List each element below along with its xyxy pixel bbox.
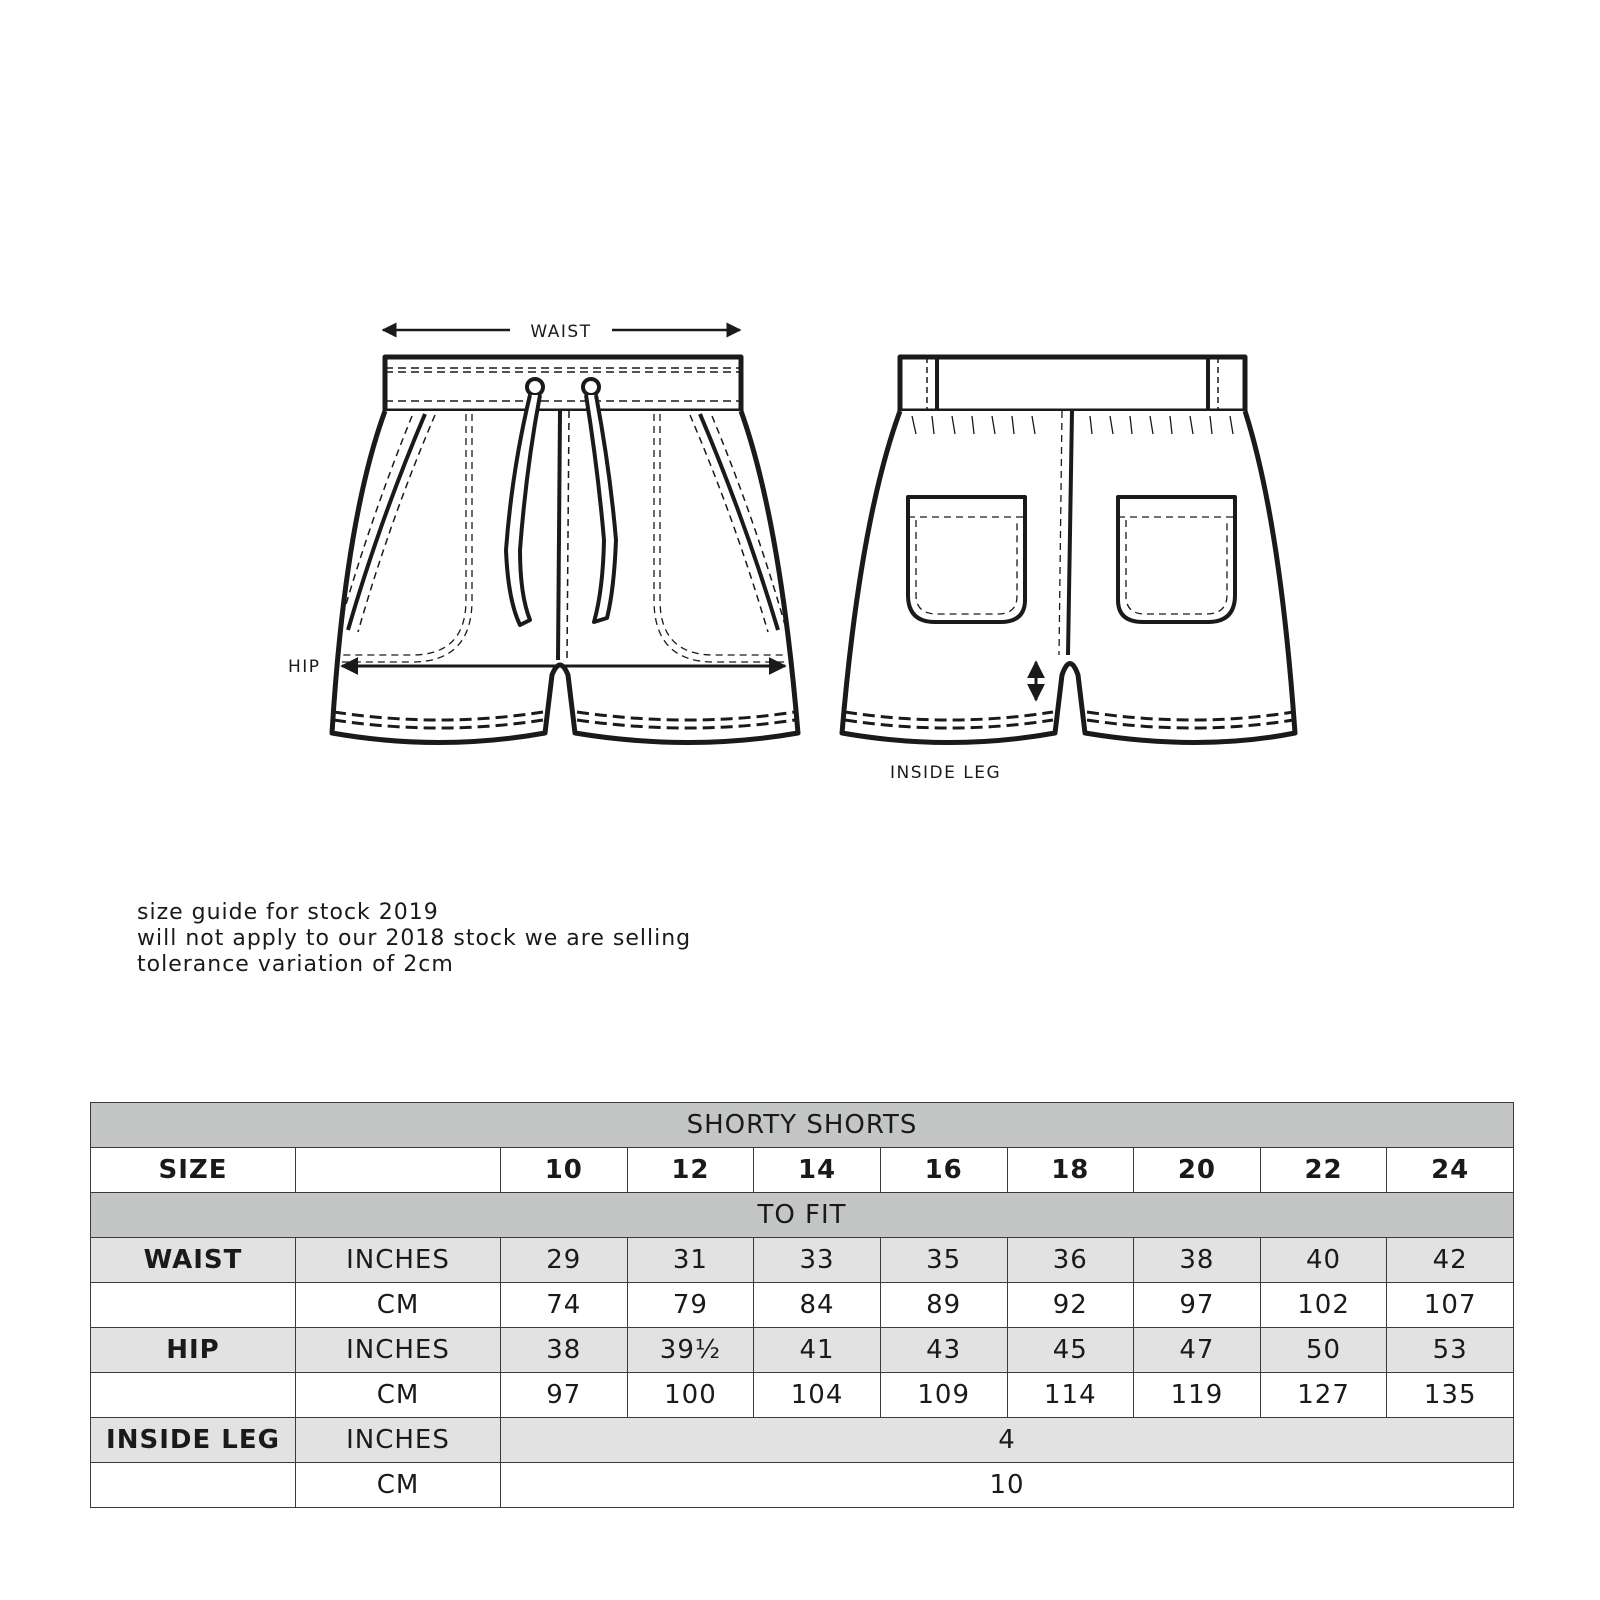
drawstring-eyelet-left: [527, 379, 543, 395]
back-waistband: [900, 357, 1245, 411]
measure-label: [91, 1283, 296, 1328]
table-cell: 47: [1134, 1328, 1261, 1373]
table-cell: 109: [880, 1373, 1007, 1418]
table-cell: 36: [1007, 1238, 1134, 1283]
size-label: SIZE: [91, 1148, 296, 1193]
table-cell: 135: [1387, 1373, 1514, 1418]
table-cell: 119: [1134, 1373, 1261, 1418]
measure-label: INSIDE LEG: [91, 1418, 296, 1463]
table-cell: 84: [754, 1283, 881, 1328]
table-cell: 45: [1007, 1328, 1134, 1373]
table-cell: 42: [1387, 1238, 1514, 1283]
table-cell: 39½: [627, 1328, 754, 1373]
inside-leg-inches-row: [91, 1418, 1514, 1463]
table-row: [91, 1328, 1514, 1373]
table-title: SHORTY SHORTS: [91, 1103, 1514, 1148]
table-cell: 97: [1134, 1283, 1261, 1328]
waist-label: WAIST: [530, 322, 592, 342]
table-cell: 50: [1260, 1328, 1387, 1373]
inside-leg-label: INSIDE LEG: [890, 763, 1002, 783]
table-cell: 38: [1134, 1238, 1261, 1283]
measure-label-blank: [91, 1463, 296, 1508]
table-cell: 97: [501, 1373, 628, 1418]
inside-leg-cm-value: 10: [501, 1463, 1514, 1508]
hip-label: HIP: [288, 657, 321, 677]
note-line-1: size guide for stock 2019: [137, 900, 439, 925]
measure-label: [91, 1373, 296, 1418]
table-row: [91, 1238, 1514, 1283]
table-cell: 53: [1387, 1328, 1514, 1373]
inside-leg-inches-value: 4: [501, 1418, 1514, 1463]
table-cell: 38: [501, 1328, 628, 1373]
table-cell: 102: [1260, 1283, 1387, 1328]
measure-label: HIP: [91, 1328, 296, 1373]
inside-leg-cm-row: [91, 1463, 1514, 1508]
back-view-shorts: [842, 357, 1295, 743]
table-cell: 89: [880, 1283, 1007, 1328]
unit-label: INCHES: [296, 1328, 501, 1373]
table-cell: 29: [501, 1238, 628, 1283]
table-cell: 92: [1007, 1283, 1134, 1328]
table-cell: 104: [754, 1373, 881, 1418]
unit-label: CM: [296, 1463, 501, 1508]
unit-label: CM: [296, 1373, 501, 1418]
table-cell: 114: [1007, 1373, 1134, 1418]
table-title-row: [91, 1103, 1514, 1148]
table-cell: 35: [880, 1238, 1007, 1283]
front-body-outline: [332, 411, 798, 743]
unit-label: CM: [296, 1283, 501, 1328]
back-pocket-left: [908, 497, 1025, 622]
size-header-row: [91, 1148, 1514, 1193]
drawstring-eyelet-right: [583, 379, 599, 395]
size-16: 16: [880, 1148, 1007, 1193]
to-fit-row: [91, 1193, 1514, 1238]
table-cell: 31: [627, 1238, 754, 1283]
table-cell: 43: [880, 1328, 1007, 1373]
to-fit-label: TO FIT: [91, 1193, 1514, 1238]
size-22: 22: [1260, 1148, 1387, 1193]
size-chart-table: [90, 1102, 1514, 1508]
size-18: 18: [1007, 1148, 1134, 1193]
table-cell: 33: [754, 1238, 881, 1283]
measure-label: WAIST: [91, 1238, 296, 1283]
size-12: 12: [627, 1148, 754, 1193]
size-header-blank: [296, 1148, 501, 1193]
front-waistband: [385, 357, 741, 411]
unit-label: INCHES: [296, 1238, 501, 1283]
front-view-shorts: [332, 357, 798, 743]
table-cell: 79: [627, 1283, 754, 1328]
table-cell: 41: [754, 1328, 881, 1373]
size-20: 20: [1134, 1148, 1261, 1193]
table-cell: 100: [627, 1373, 754, 1418]
table-row: [91, 1283, 1514, 1328]
note-line-3: tolerance variation of 2cm: [137, 952, 454, 977]
size-guide-notes: [137, 900, 691, 978]
size-10: 10: [501, 1148, 628, 1193]
table-row: [91, 1373, 1514, 1418]
size-24: 24: [1387, 1148, 1514, 1193]
unit-label: INCHES: [296, 1418, 501, 1463]
table-cell: 40: [1260, 1238, 1387, 1283]
back-pocket-right: [1118, 497, 1235, 622]
table-cell: 107: [1387, 1283, 1514, 1328]
note-line-2: will not apply to our 2018 stock we are selling: [137, 926, 692, 951]
table-cell: 74: [501, 1283, 628, 1328]
size-14: 14: [754, 1148, 881, 1193]
table-cell: 127: [1260, 1373, 1387, 1418]
